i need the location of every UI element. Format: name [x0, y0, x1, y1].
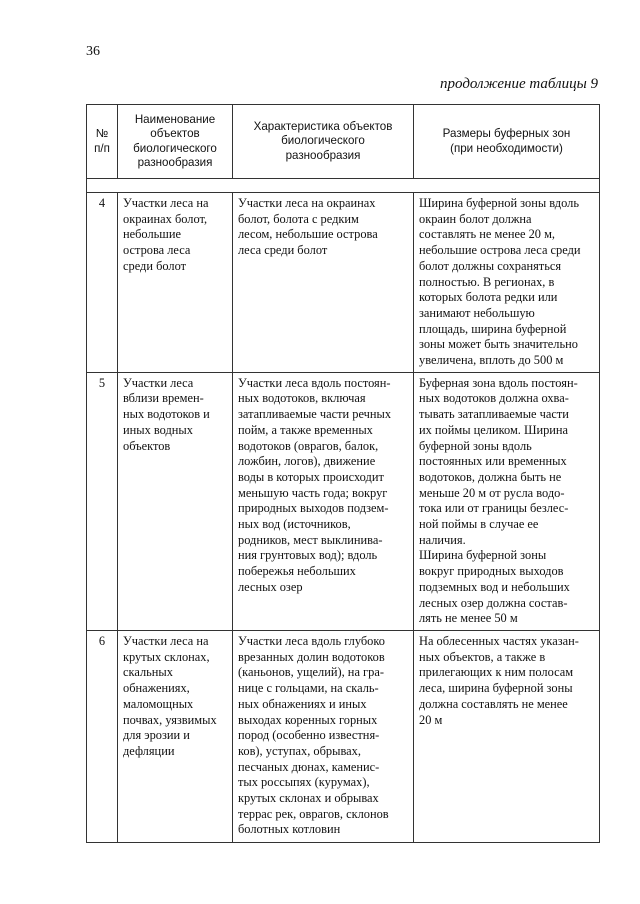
- table-spacer-row: [87, 179, 600, 193]
- row-characteristic: Участки леса на окраинах болот, болота с редким лесом, небольшие острова леса среди болот: [233, 193, 414, 373]
- row-num: 6: [87, 630, 118, 842]
- row-object-name: Участки леса на крутых склонах, скальных обнажениях, маломощных почвах, уязвимых для эрозии и дефляции: [118, 630, 233, 842]
- page-number: 36: [86, 44, 100, 59]
- row-characteristic: Участки леса вдоль глубоко врезанных долин водотоков (каньонов, ущелий), на гра- нице с гольцами, на скаль- ных обнажениях и иных выходах коренных горных пород (особенно известня- ков), уступах, обрывах, песчаных дюнах, каменис- тых россыпях (курумах), крутых склонах и обрывах террас рек, оврагов, склонов болотных котловин: [233, 630, 414, 842]
- table-header-row: [87, 105, 600, 179]
- table-continuation-label: продолжение таблицы 9: [440, 76, 598, 92]
- row-object-name: Участки леса на окраинах болот, небольшие острова леса среди болот: [118, 193, 233, 373]
- row-object-name: Участки леса вблизи времен- ных водотоков и иных водных объектов: [118, 372, 233, 630]
- header-characteristic: Характеристика объектов биологического разнообразия: [233, 105, 414, 179]
- header-num: № п/п: [87, 105, 118, 179]
- header-buffer-size: Размеры буферных зон (при необходимости): [414, 105, 600, 179]
- row-buffer-size: На облесенных частях указан- ных объектов, а также в прилегающих к ним полосам леса, ширина буферной зоны должна составлять не менее 20 м: [414, 630, 600, 842]
- row-num: 5: [87, 372, 118, 630]
- buffer-zones-table: [86, 104, 600, 843]
- table-row: [87, 630, 600, 842]
- spacer-cell: [87, 179, 600, 193]
- row-buffer-size: Ширина буферной зоны вдоль окраин болот должна составлять не менее 20 м, небольшие острова леса среди болот должны сохраняться полностью. В регионах, в которых болота редки или занимают небольшую площадь, ширина буферной зоны может быть значительно увеличена, вплоть до 500 м: [414, 193, 600, 373]
- row-characteristic: Участки леса вдоль постоян- ных водотоков, включая затапливаемые части речных пойм, а также временных водотоков (оврагов, балок, ложбин, логов), движение воды в которых происходит меньшую часть года; вокруг природных выходов подзем- ных вод (источников, родников, мест выклинива- ния грунтовых вод); вдоль побережья небольших лесных озер: [233, 372, 414, 630]
- row-buffer-size: Буферная зона вдоль постоян- ных водотоков должна охва- тывать затапливаемые части их поймы целиком. Ширина буферной зоны вдоль постоянных или временных водотоков, должна быть не меньше 20 м от русла водо- тока или от границы безлес- ной поймы в случае ее наличия. Ширина буферной зоны вокруг природных выходов подземных вод и небольших лесных озер должна состав- лять не менее 50 м: [414, 372, 600, 630]
- table-row: [87, 193, 600, 373]
- table-row: [87, 372, 600, 630]
- header-object-name: Наименование объектов биологического разнообразия: [118, 105, 233, 179]
- row-num: 4: [87, 193, 118, 373]
